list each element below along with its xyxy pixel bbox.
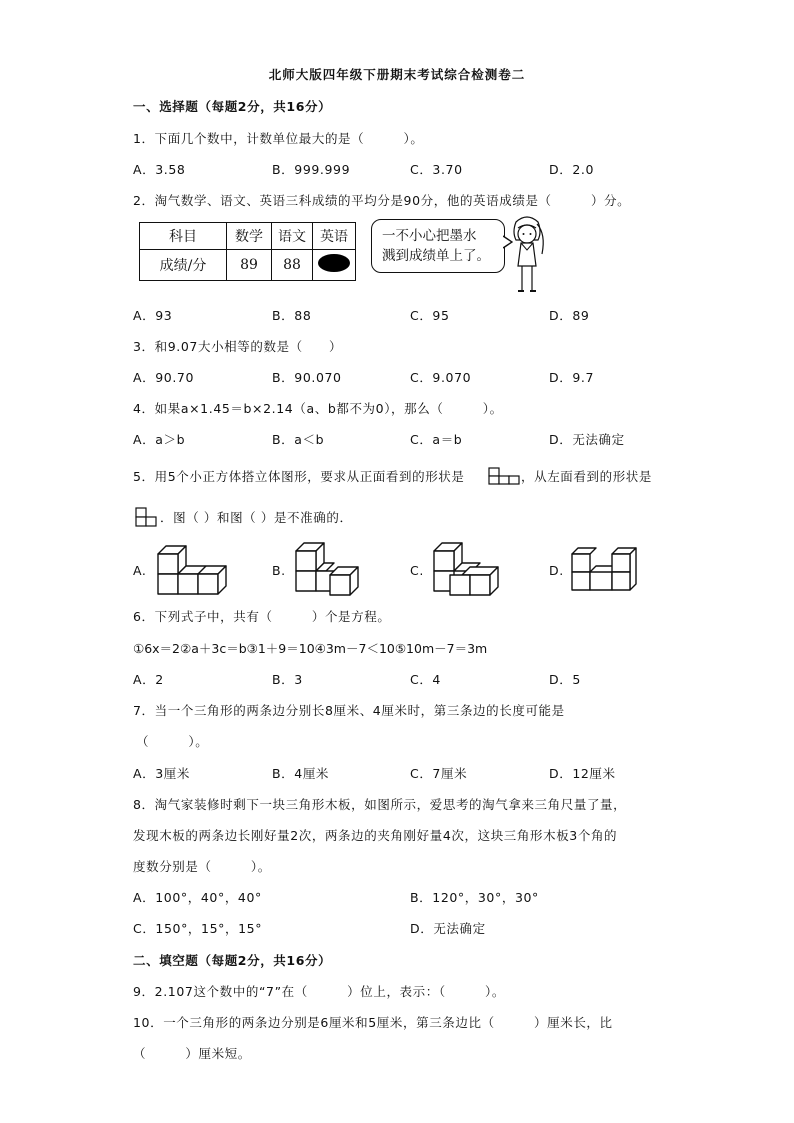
q8-option-c[interactable]: C．150°，15°，15°: [133, 921, 263, 936]
section-2-heading: 二、填空题（每题2分，共16分）: [133, 953, 332, 968]
q5-option-b-label[interactable]: B.: [272, 563, 286, 578]
question-3-stem: 3．和9.07大小相等的数是（ ）: [133, 339, 343, 354]
speech-bubble: [371, 219, 505, 273]
table-cell-math-score: 89: [227, 250, 272, 281]
q6-option-d[interactable]: D．5: [549, 672, 581, 687]
q5-figure-a[interactable]: [152, 540, 234, 598]
q5-figure-c[interactable]: [430, 539, 510, 599]
section-1-heading: 一、选择题（每题2分，共16分）: [133, 99, 332, 114]
q3-option-b[interactable]: B．90.070: [272, 370, 342, 385]
question-5-stem-part2: ，从左面看到的形状是: [521, 469, 653, 484]
q5-figure-b[interactable]: [292, 539, 372, 599]
question-7-stem-line2: （ ）。: [136, 734, 209, 749]
q5-option-c-label[interactable]: C.: [410, 563, 424, 578]
q6-option-c[interactable]: C．4: [410, 672, 441, 687]
q1-option-d[interactable]: D．2.0: [549, 162, 595, 177]
question-2-stem: 2．淘气数学、语文、英语三科成绩的平均分是90分，他的英语成绩是（ ）分。: [133, 193, 631, 208]
q8-option-d[interactable]: D．无法确定: [410, 921, 486, 936]
ink-blot-icon: [314, 250, 354, 276]
question-7-stem-line1: 7．当一个三角形的两条边分别长8厘米、4厘米时，第三条边的长度可能是: [133, 703, 565, 718]
question-8-stem-line1: 8．淘气家装修时剩下一块三角形木板，如图所示，爱思考的淘气拿来三角尺量了量，: [133, 797, 627, 812]
question-6-items: ①6x＝2②a＋3c＝b③1＋9＝10④3m－7＜10⑤10m－7＝3m: [133, 641, 488, 656]
question-5-stem-part1: 5．用5个小正方体搭立体图形，要求从正面看到的形状是: [133, 469, 465, 484]
q4-option-b[interactable]: B．a＜b: [272, 432, 325, 447]
q5-figure-d[interactable]: [568, 540, 642, 598]
question-6-stem: 6．下列式子中，共有（ ）个是方程。: [133, 609, 391, 624]
question-8-stem-line2: 发现木板的两条边长刚好量2次，两条边的夹角刚好量4次，这块三角形木板3个角的: [133, 828, 618, 843]
question-1-stem: 1．下面几个数中，计数单位最大的是（ ）。: [133, 131, 424, 146]
q3-option-a[interactable]: A．90.70: [133, 370, 195, 385]
q3-option-d[interactable]: D．9.7: [549, 370, 595, 385]
q1-option-b[interactable]: B．999.999: [272, 162, 351, 177]
table-row-label: 成绩/分: [140, 250, 227, 281]
bubble-line-1: 一不小心把墨水: [382, 228, 477, 244]
q2-option-d[interactable]: D．89: [549, 308, 590, 323]
score-table: [139, 222, 356, 281]
q8-option-a[interactable]: A．100°，40°，40°: [133, 890, 262, 905]
question-10-stem-line1: 10．一个三角形的两条边分别是6厘米和5厘米，第三条边比（ ）厘米长，比: [133, 1015, 613, 1030]
q1-option-a[interactable]: A．3.58: [133, 162, 186, 177]
table-cell-chinese-score: 88: [272, 250, 313, 281]
q7-option-b[interactable]: B．4厘米: [272, 766, 330, 781]
q4-option-d[interactable]: D．无法确定: [549, 432, 625, 447]
table-cell-ink-blot: [313, 250, 356, 281]
q8-option-b[interactable]: B．120°，30°，30°: [410, 890, 539, 905]
q2-option-a[interactable]: A．93: [133, 308, 173, 323]
q1-option-c[interactable]: C．3.70: [410, 162, 463, 177]
question-4-stem: 4．如果a×1.45＝b×2.14（a、b都不为0），那么（ ）。: [133, 401, 503, 416]
girl-illustration-icon: [506, 214, 548, 298]
q6-option-a[interactable]: A．2: [133, 672, 164, 687]
front-view-icon: [488, 467, 520, 485]
question-10-stem-line2: （ ）厘米短。: [133, 1046, 251, 1061]
table-header-english: 英语: [313, 223, 356, 250]
question-9-stem: 9．2.107这个数中的“7”在（ ）位上，表示：（ ）。: [133, 984, 505, 999]
table-header-chinese: 语文: [272, 223, 313, 250]
bubble-line-2: 溅到成绩单上了。: [382, 248, 490, 264]
question-5-stem-line2: ．图（ ）和图（ ）是不准确的．: [160, 510, 353, 525]
q7-option-c[interactable]: C．7厘米: [410, 766, 468, 781]
q2-option-b[interactable]: B．88: [272, 308, 312, 323]
q7-option-d[interactable]: D．12厘米: [549, 766, 616, 781]
q5-option-a-label[interactable]: A.: [133, 563, 147, 578]
q3-option-c[interactable]: C．9.070: [410, 370, 472, 385]
q6-option-b[interactable]: B．3: [272, 672, 303, 687]
left-view-icon: [135, 507, 157, 527]
q7-option-a[interactable]: A．3厘米: [133, 766, 191, 781]
page-title: 北师大版四年级下册期末考试综合检测卷二: [268, 67, 526, 82]
q2-option-c[interactable]: C．95: [410, 308, 450, 323]
table-header-math: 数学: [227, 223, 272, 250]
q5-option-d-label[interactable]: D.: [549, 563, 564, 578]
table-header-subject: 科目: [140, 223, 227, 250]
q4-option-a[interactable]: A．a＞b: [133, 432, 186, 447]
q4-option-c[interactable]: C．a＝b: [410, 432, 463, 447]
question-8-stem-line3: 度数分别是（ ）。: [133, 859, 271, 874]
